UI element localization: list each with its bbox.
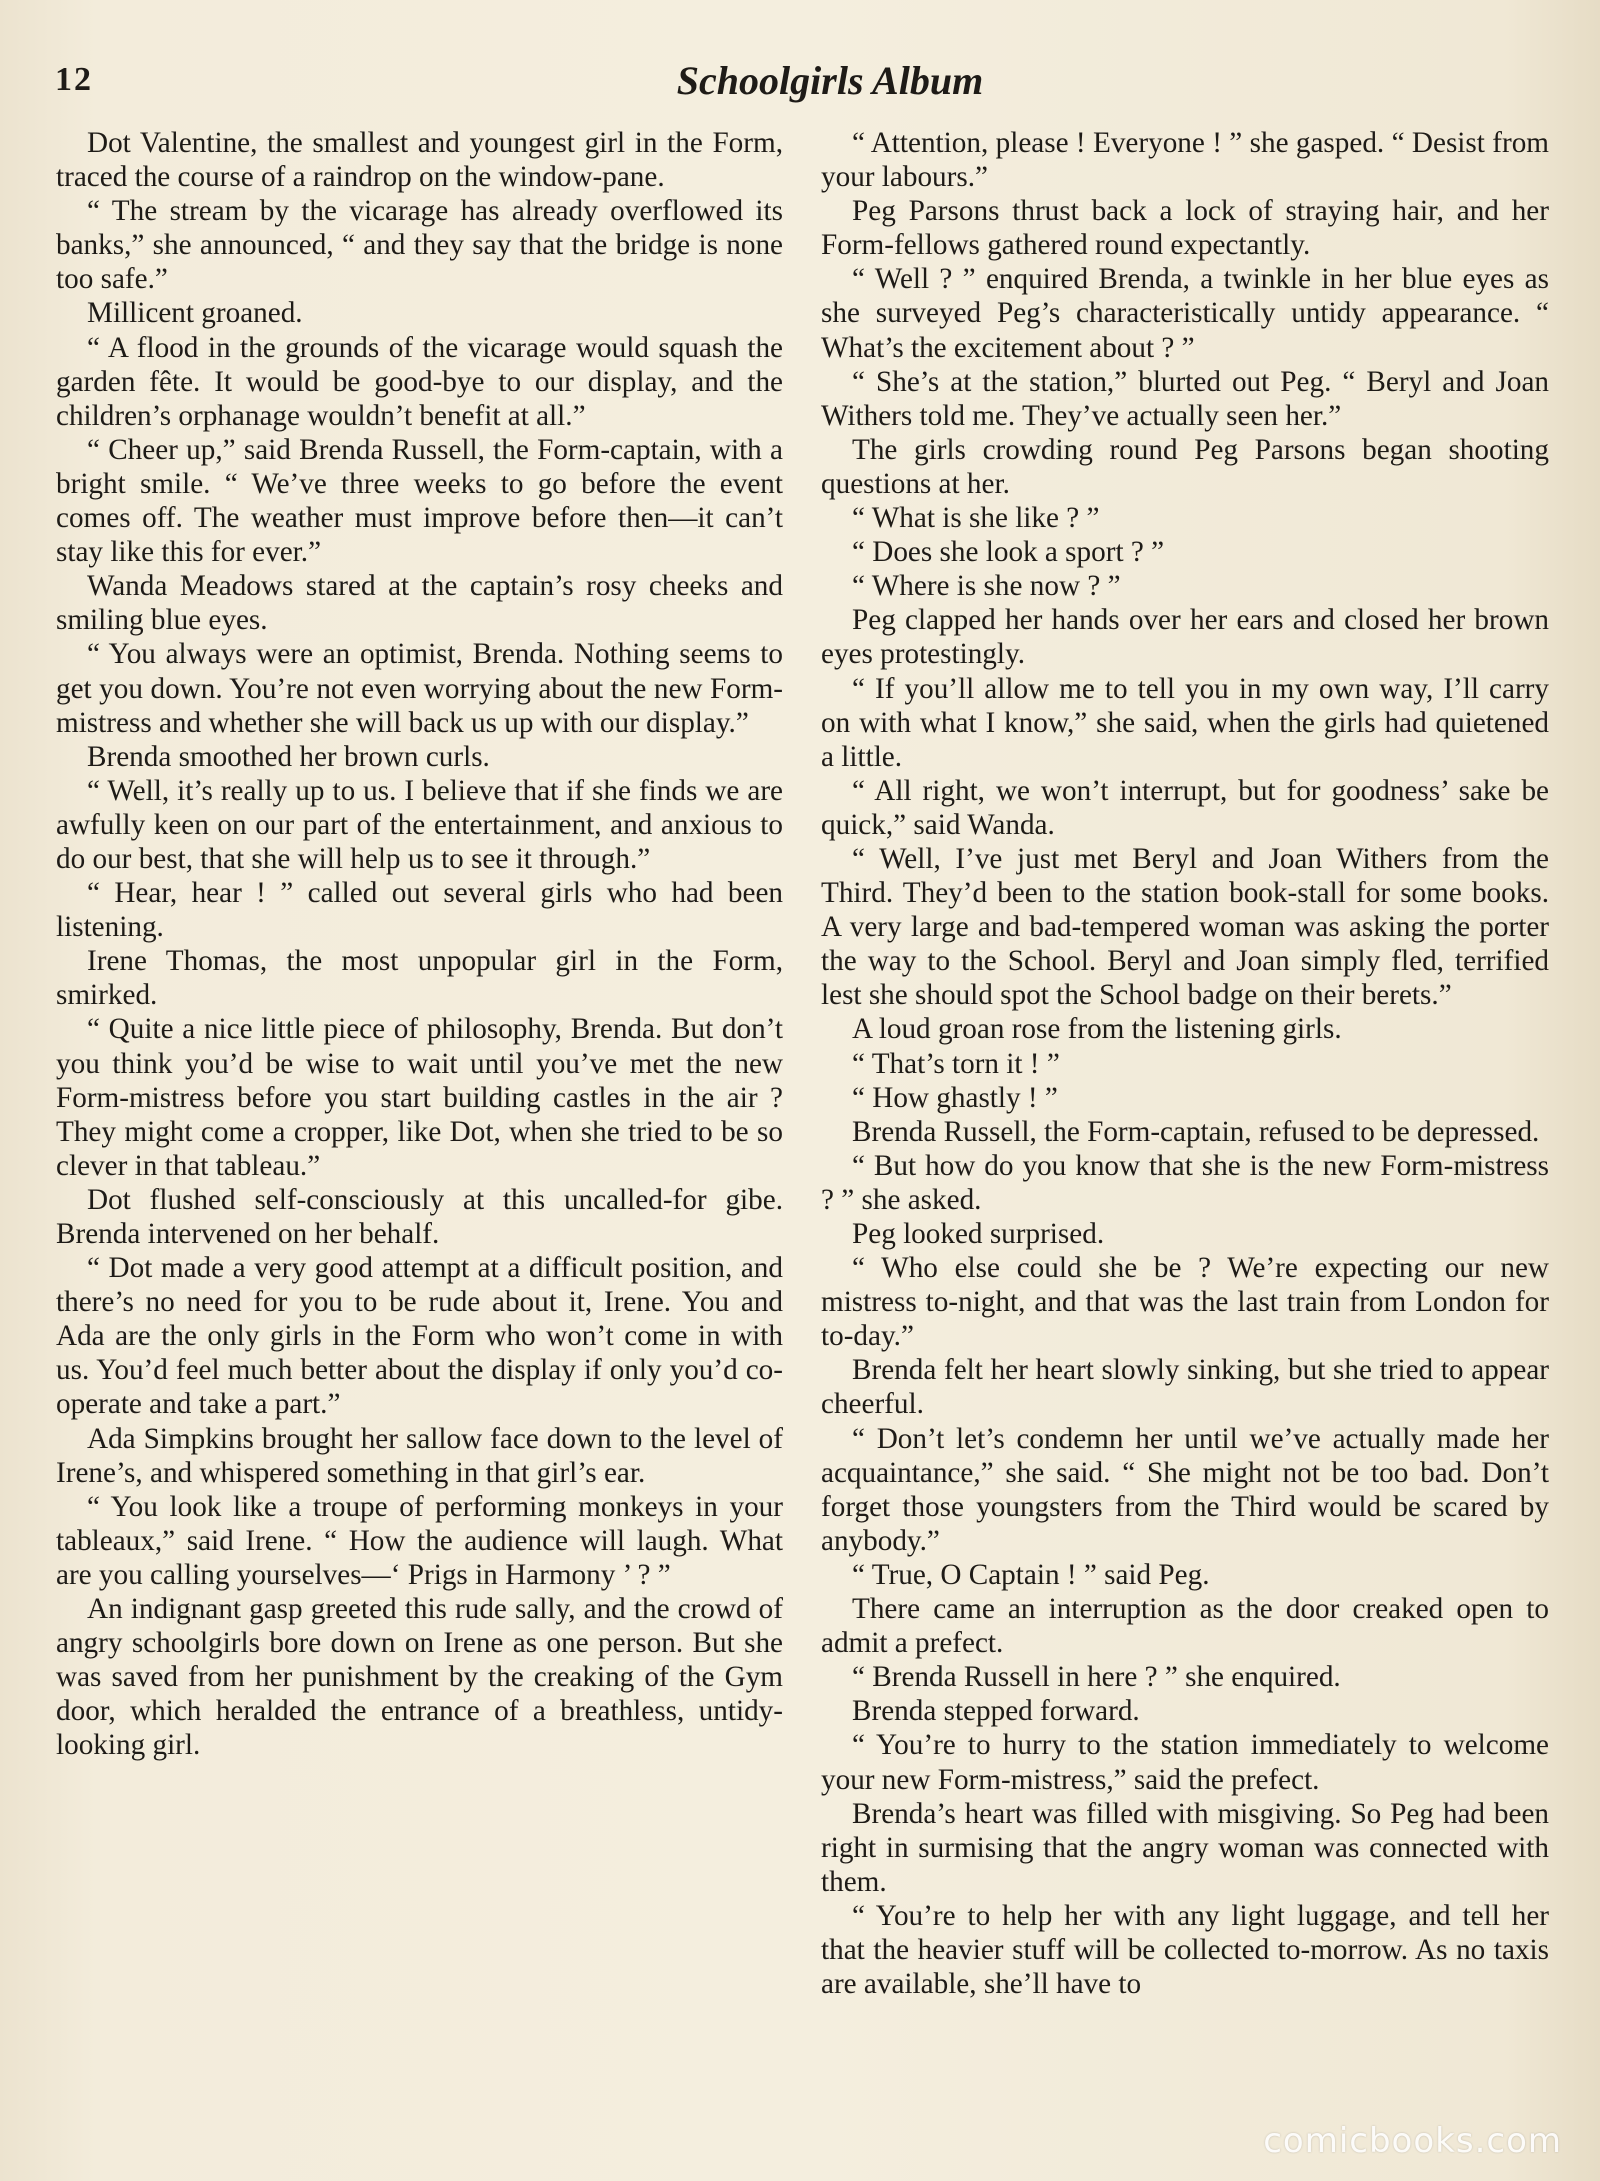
- paragraph: There came an interruption as the door creaked open to admit a prefect.: [821, 1593, 1549, 1660]
- paragraph: “ What is she like ? ”: [852, 502, 1100, 535]
- paragraph: Brenda felt her heart slowly sinking, but she tried to appear cheerful.: [821, 1354, 1549, 1421]
- paragraph: “ Where is she now ? ”: [852, 570, 1121, 603]
- paragraph: Brenda stepped forward.: [852, 1695, 1140, 1728]
- paragraph: “ Don’t let’s condemn her until we’ve actually made her acquaintance,” she said. “ She might not be too bad. Don’t forget those youngsters from the Third would be scared by anybody.”: [821, 1422, 1549, 1557]
- paragraph: Brenda smoothed her brown curls.: [87, 740, 490, 773]
- paragraph: “ She’s at the station,” blurted out Peg. “ Beryl and Joan Withers told me. They’ve actually seen her.”: [821, 365, 1549, 432]
- paragraph: “ You’re to help her with any light luggage, and tell her that the heavier stuff will be collected to-morrow. As no taxis are available, she’ll have to: [821, 1899, 1549, 2001]
- paragraph: Wanda Meadows stared at the captain’s rosy cheeks and smiling blue eyes.: [56, 570, 783, 637]
- paragraph: “ Cheer up,” said Brenda Russell, the Form-captain, with a bright smile. “ We’ve three weeks to go before the event comes off. The weather must improve before then—it can’t stay like this for ever.”: [56, 433, 783, 569]
- paragraph: “ All right, we won’t interrupt, but for goodness’ sake be quick,” said Wanda.: [821, 774, 1549, 841]
- page-number: 12: [55, 61, 93, 98]
- site-watermark: comicbooks.com: [1263, 2121, 1562, 2161]
- paragraph: “ You look like a troupe of performing monkeys in your tableaux,” said Irene. “ How the audience will laugh. What are you calling yourselves—‘ Prigs in Harmony ’ ? ”: [56, 1490, 783, 1591]
- paragraph: “ Well ? ” enquired Brenda, a twinkle in her blue eyes as she surveyed Peg’s characteristically untidy appearance. “ What’s the excitement about ? ”: [821, 263, 1549, 364]
- paragraph: “ You always were an optimist, Brenda. Nothing seems to get you down. You’re not even worrying about the new Form-mistress and whether she will back us up with our display.”: [56, 638, 783, 739]
- paragraph: “ But how do you know that she is the new Form-mistress ? ” she asked.: [821, 1149, 1549, 1216]
- paragraph: “ Attention, please ! Everyone ! ” she gasped. “ Desist from your labours.”: [821, 127, 1549, 194]
- paragraph: Millicent groaned.: [87, 297, 303, 330]
- paragraph: Peg Parsons thrust back a lock of straying hair, and her Form-fellows gathered round expectantly.: [821, 195, 1549, 262]
- paragraph: “ True, O Captain ! ” said Peg.: [852, 1558, 1210, 1591]
- page-header: [55, 55, 1545, 105]
- paragraph: “ If you’ll allow me to tell you in my own way, I’ll carry on with what I know,” she said, when the girls had quietened a little.: [821, 672, 1549, 773]
- paragraph: “ That’s torn it ! ”: [852, 1047, 1060, 1080]
- paragraph: “ Dot made a very good attempt at a difficult position, and there’s no need for you to be rude about it, Irene. You and Ada are the only girls in the Form who won’t come in with us. You’d feel much better about the display if only you’d co-operate and take a part.”: [56, 1252, 783, 1421]
- right-column: [821, 126, 1549, 2001]
- paragraph: The girls crowding round Peg Parsons began shooting questions at her.: [821, 433, 1549, 500]
- paragraph: “ You’re to hurry to the station immediately to welcome your new Form-mistress,” said the prefect.: [821, 1729, 1549, 1796]
- paragraph: Brenda Russell, the Form-captain, refused to be depressed.: [852, 1115, 1540, 1148]
- paragraph: Dot flushed self-consciously at this uncalled-for gibe. Brenda intervened on her behalf.: [56, 1183, 783, 1250]
- paragraph: “ Well, it’s really up to us. I believe that if she finds we are awfully keen on our part of the entertainment, and anxious to do our best, that she will help us to see it through.”: [56, 774, 783, 875]
- paragraph: “ How ghastly ! ”: [852, 1081, 1058, 1114]
- paragraph: Brenda’s heart was filled with misgiving. So Peg had been right in surmising that the angry woman was connected with them.: [821, 1797, 1549, 1898]
- paragraph: Peg clapped her hands over her ears and closed her brown eyes protestingly.: [821, 604, 1549, 671]
- paragraph: “ Who else could she be ? We’re expecting our new mistress to-night, and that was the last train from London for to-day.”: [821, 1252, 1549, 1353]
- paragraph: Ada Simpkins brought her sallow face down to the level of Irene’s, and whispered something in that girl’s ear.: [56, 1422, 783, 1489]
- paragraph: “ The stream by the vicarage has already overflowed its banks,” she announced, “ and they say that the bridge is none too safe.”: [56, 195, 783, 296]
- paragraph: “ Brenda Russell in here ? ” she enquired.: [852, 1661, 1341, 1694]
- paragraph: “ Well, I’ve just met Beryl and Joan Withers from the Third. They’d been to the station book-stall for some books. A very large and bad-tempered woman was asking the porter the way to the School. Beryl and Joan simply fled, terrified lest she should spot the School badge on their berets.”: [821, 842, 1549, 1012]
- paragraph: “ Quite a nice little piece of philosophy, Brenda. But don’t you think you’d be wise to wait until you’ve met the new Form-mistress before you start building castles in the air ? They might come a cropper, like Dot, when she tried to be so clever in that tableau.”: [56, 1013, 783, 1182]
- paragraph: “ Hear, hear ! ” called out several girls who had been listening.: [56, 877, 783, 944]
- paragraph: Irene Thomas, the most unpopular girl in the Form, smirked.: [56, 945, 783, 1012]
- paragraph: Dot Valentine, the smallest and youngest girl in the Form, traced the course of a raindrop on the window-pane.: [56, 127, 783, 194]
- paragraph: Peg looked surprised.: [852, 1218, 1105, 1250]
- left-column: [56, 126, 783, 1763]
- paragraph: “ A flood in the grounds of the vicarage would squash the garden fête. It would be good-bye to our display, and the children’s orphanage wouldn’t benefit at all.”: [56, 331, 783, 432]
- paragraph: An indignant gasp greeted this rude sally, and the crowd of angry schoolgirls bore down on Irene as one person. But she was saved from her punishment by the creaking of the Gym door, which heralded the entrance of a breathless, untidy-looking girl.: [56, 1593, 783, 1762]
- paragraph: A loud groan rose from the listening girls.: [852, 1013, 1342, 1046]
- running-title: Schoolgirls Album: [676, 58, 984, 103]
- paragraph: “ Does she look a sport ? ”: [852, 536, 1165, 569]
